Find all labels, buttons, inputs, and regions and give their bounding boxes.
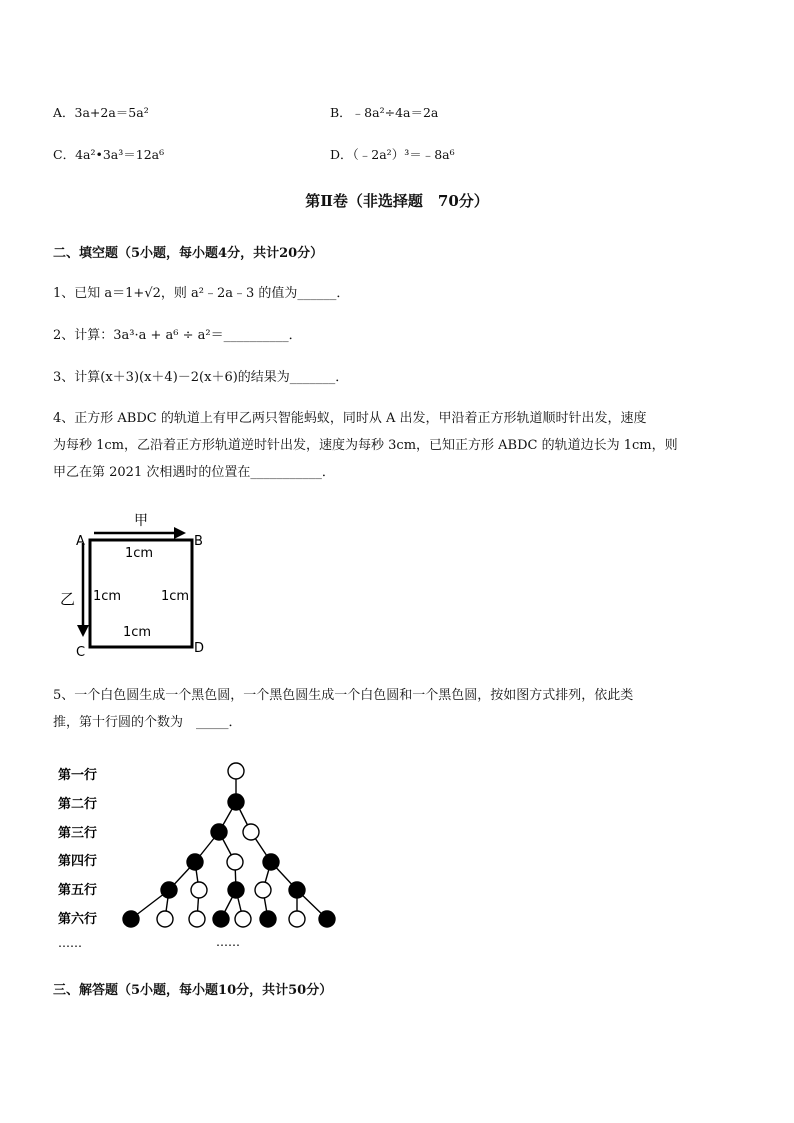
circle-white: [227, 854, 243, 870]
circle-black: [213, 911, 229, 927]
side-left-label: 1cm: [93, 589, 122, 604]
row-label-1: 第一行: [58, 768, 98, 783]
arrow-right-head: [174, 527, 186, 539]
ellipsis-middle: ……: [216, 935, 240, 949]
ant-jia-label: 甲: [134, 513, 148, 529]
circle-white: [243, 824, 259, 840]
circle-black: [123, 911, 139, 927]
option-c: C．4a²•3a³＝12a⁶: [53, 147, 165, 162]
option-d: D．（﹣2a²）³＝﹣8a⁶: [330, 147, 455, 162]
option-a: A．3a+2a＝5a²: [53, 105, 149, 120]
section-2-heading: 二、填空题（5小题，每小题4分，共计20分）: [53, 246, 324, 261]
question-5-line-2: 推，第十行圆的个数为 _____．: [53, 715, 242, 730]
question-2: 2、计算：3a³·a + a⁶ ÷ a²＝__________．: [53, 328, 302, 343]
circle-white: [255, 882, 271, 898]
square-track-figure: [60, 505, 220, 665]
side-top-label: 1cm: [125, 546, 154, 561]
question-3: 3、计算(x＋3)(x＋4)－2(x＋6)的结果为_______．: [53, 370, 349, 385]
corner-c-label: C: [76, 645, 86, 660]
question-5-line-1: 5、一个白色圆生成一个黑色圆，一个黑色圆生成一个白色圆和一个黑色圆，按如图方式排列，依此类: [53, 688, 634, 703]
option-b: B．﹣8a²÷4a＝2a: [330, 105, 439, 120]
row-label-4: 第四行: [58, 854, 98, 869]
arrow-down-head: [77, 625, 89, 637]
circle-white: [189, 911, 205, 927]
circle-black: [161, 882, 177, 898]
circle-black: [228, 882, 244, 898]
question-4-line-2: 为每秒 1cm，乙沿着正方形轨道逆时针出发，速度为每秒 3cm，已知正方形 ABDC 的轨道边长为 1cm，则: [53, 438, 678, 453]
circle-white: [157, 911, 173, 927]
circle-black: [211, 824, 227, 840]
side-right-label: 1cm: [161, 589, 190, 604]
ellipsis-left: ……: [58, 936, 82, 950]
question-4-line-3: 甲乙在第 2021 次相遇时的位置在___________．: [53, 465, 335, 480]
corner-b-label: B: [194, 534, 203, 549]
side-bottom-label: 1cm: [123, 625, 152, 640]
circle-white: [191, 882, 207, 898]
section-3-heading: 三、解答题（5小题，每小题10分，共计50分）: [53, 983, 333, 998]
question-4-line-1: 4、正方形 ABDC 的轨道上有甲乙两只智能蚂蚁，同时从 A 出发，甲沿着正方形轨道顺时针出发，速度: [53, 411, 647, 426]
circle-black: [228, 794, 244, 810]
circle-white: [289, 911, 305, 927]
part-title: 第Ⅱ卷（非选择题 70分）: [305, 192, 489, 210]
row-label-6: 第六行: [58, 912, 98, 927]
corner-a-label: A: [76, 534, 85, 549]
circle-black: [319, 911, 335, 927]
circle-tree-figure: [50, 755, 350, 955]
circle-black: [263, 854, 279, 870]
row-label-2: 第二行: [58, 797, 98, 812]
row-label-3: 第三行: [58, 826, 98, 841]
question-1: 1、已知 a＝1+√2，则 a²﹣2a﹣3 的值为______．: [53, 286, 350, 301]
circle-black: [187, 854, 203, 870]
corner-d-label: D: [194, 641, 205, 656]
circle-black: [289, 882, 305, 898]
row-label-5: 第五行: [58, 883, 98, 898]
ant-yi-label: 乙: [60, 590, 76, 608]
circle-white: [228, 763, 244, 779]
circle-white: [235, 911, 251, 927]
circle-black: [260, 911, 276, 927]
